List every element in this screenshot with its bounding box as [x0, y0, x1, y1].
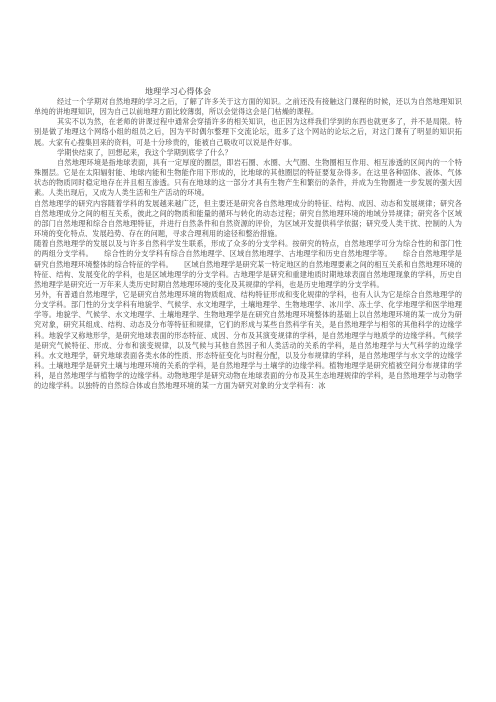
document-body — [34, 97, 462, 392]
paragraph: 随着自然地理学的发展以及与许多自然科学发生联系，形成了众多的分支学科。按研究的特点，自然地理学可分为综合性的和部门性的两组分支学科。 综合性的分支学科有综合自然地理学、区域自然地理学、古地理学和历史自然地理学等。 综合自然地理学是研究自然地理环境整体的综合特征的学科。 区域自然地理学是研究某一特定地区的自然地理要素之间的相互关系和自然地理环境的特征、结构、发展变化的学科，也是区域地理学的分支学科。古地理学是研究和重建地质时期地球表面自然地理现象的学科，历史自然地理学是研究近一万年来人类历史时期自然地理环境的变化及其规律的学科，也是历史地理学的分支学科。 — [34, 239, 462, 289]
paragraph: 另外，有普通自然地理学，它是研究自然地理环境的物质组成、结构特征形成和变化规律的学科，也有人认为它是综合自然地理学的分支学科。部门性的分支学科有地貌学、气候学、水文地理学，土壤地理学、生物地理学、冰川学、冻土学、化学地理学和医学地理学等。地貌学、气候学、水文地理学、土壤地理学、生物地理学是在研究自然地理环境整体的基础上以自然地理环境的某一成分为研究对象，研究其组成、结构、动态及分布等特征和规律，它们的形成与某些自然科学有关，是自然地理学与相邻的其他科学的边缘学科。地貌学又称地形学，是研究地球表面的形态特征、成因、分布及其演变规律的学科，是自然地理学与地质学的边缘学科。气候学是研究气候特征、形成、分布和演变规律，以及气候与其他自然因子和人类活动的关系的学科，是自然地理学与大气科学的边缘学科。水文地理学，研究地球表面各类水体的性质、形态特征变化与时程分配，以及分布规律的学科，是自然地理学与水文学的边缘学科。土壤地理学是研究土壤与地理环境的关系的学科，是自然地理学与土壤学的边缘学科。植物地理学是研究植被空间分布规律的学科，是自然地理学与植物学的边缘学科。动物地理学是研究动物在地球表面的分布及其生态地理规律的学科，是自然地理学与动物学的边缘学科。以独特的自然综合体或自然地理环境的某一方面为研究对象的分支学科有：冰 — [34, 289, 462, 391]
paragraph: 自然地理学的研究内容随着学科的发展越来越广泛，但主要还是研究各自然地理成分的特征、结构、成因、动态和发展规律；研究各自然地理成分之间的相互关系，彼此之间的物质和能量的循环与转化的动态过程；研究自然地理环境的地域分异规律；研究各个区域的部门自然地理和综合自然地理特征，并进行自然条件和自然资源的评价，为区域开发提供科学依据；研究受人类干扰、控制的人为环境的变化特点、发展趋势、存在的问题，寻求合理利用的途径和整治措施。 — [34, 198, 462, 239]
document-title: 地理学习心得体会 — [145, 87, 212, 96]
paragraph: 其实不以为然，在老师的讲课过程中通常会穿插许多的相关知识，也正因为这样我们学到的东西也就更多了，并不是局限。特别是做了地理这个网络小组的组员之后，因为平时偶尔整理下交流论坛，逛多了这个网站的论坛之后，对这门课有了明显的知识拓展。大家有心搜集回来的资料，可是十分珍贵的，能被自己吸收可以说是件好事。 — [34, 117, 462, 147]
paragraph: 学期快结束了，回想起来，我这个学期到底学了什么？ — [57, 147, 232, 157]
paragraph: 自然地理环境是指地球表面，具有一定厚度的圈层，即岩石圈、水圈、大气圈、生物圈相互作用、相互渗透的区间内的一个特殊圈层。它是在太阳辐射能、地球内能和生物能作用下形成的，比地球的其他圈层的特征要复杂得多。在这里各种固体、液体、气体状态的物质同时稳定地存在并且相互渗透。只有在地球的这一部分才具有生物产生和繁衍的条件，并成为生物圈进一步发展的强大因素。人类出现后，又成为人类生活和生产活动的环境。 — [34, 157, 462, 198]
paragraph: 经过一个学期对自然地理的学习之后，了解了许多关于这方面的知识。之前还没有接触这门课程的时候，还以为自然地理知识单纯的讲地理知识，因为自己以前地理方面比较薄弱，所以会觉得这会是门枯燥的课程。 — [34, 97, 462, 117]
